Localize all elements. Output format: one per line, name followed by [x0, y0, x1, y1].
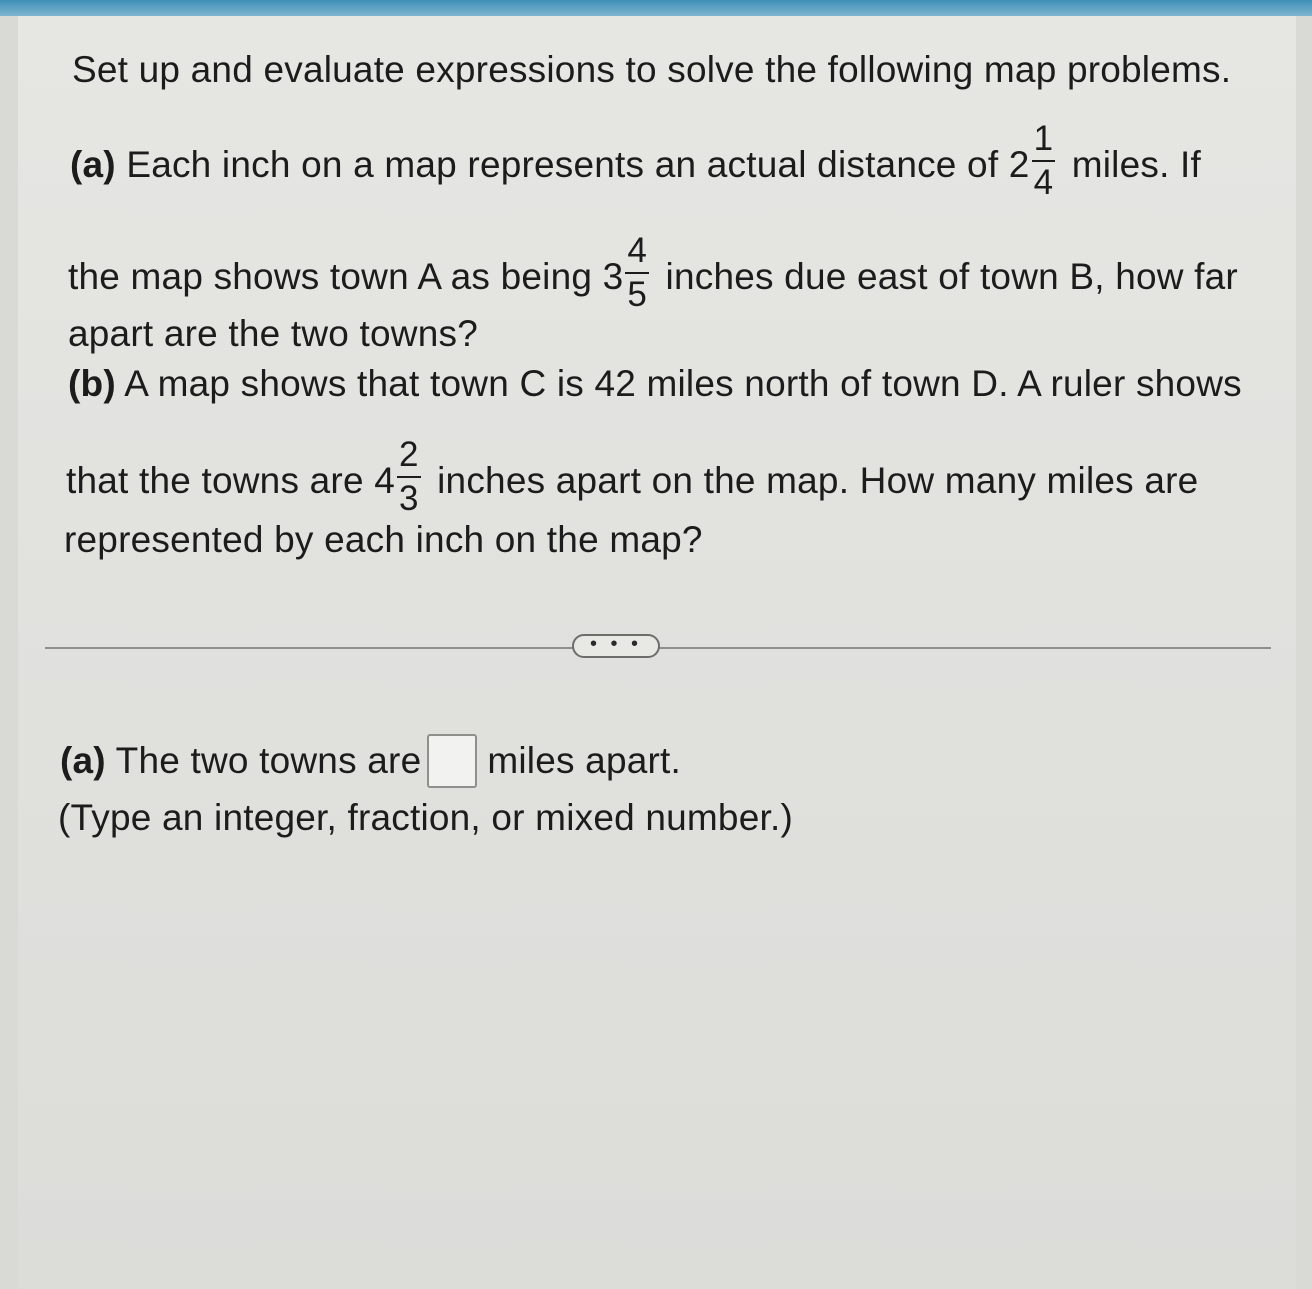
part-b-label: (b): [68, 363, 116, 404]
instructions-text: Set up and evaluate expressions to solve the following map problems.: [72, 49, 1232, 90]
answer-a-input[interactable]: [427, 734, 477, 788]
part-a-label: (a): [70, 143, 116, 185]
part-b-text-4: represented by each inch on the map?: [64, 519, 703, 560]
part-a-text-3: the map shows town A as being 3: [68, 255, 624, 297]
top-accent-bar: [0, 0, 1312, 16]
more-options-button[interactable]: • • •: [572, 634, 660, 658]
fraction-one-quarter: $\frac{1}{4}$: [1033, 119, 1054, 202]
answer-a-prefix: The two towns are: [115, 739, 422, 781]
part-b-line-1: [68, 362, 1242, 406]
part-a-line-1: [70, 119, 1201, 208]
part-a-text-5: apart are the two towns?: [68, 313, 478, 354]
part-a-text-1: Each inch on a map represents an actual distance of 2: [126, 143, 1030, 185]
part-b-line-2: [66, 435, 1199, 524]
answer-a-suffix: miles apart.: [487, 739, 681, 781]
fraction-two-thirds: $\frac{2}{3}$: [398, 435, 419, 518]
fraction-four-fifths: $\frac{4}{5}$: [627, 231, 648, 314]
part-b-text-3: inches apart on the map. How many miles are: [437, 459, 1199, 501]
answer-a-line: [60, 736, 681, 790]
part-a-text-2: miles. If: [1071, 143, 1201, 185]
part-a-text-4: inches due east of town B, how far: [665, 255, 1238, 297]
answer-format-hint: (Type an integer, fraction, or mixed number.): [58, 797, 793, 838]
part-a-line-2: [68, 231, 1238, 320]
answer-a-label: (a): [60, 739, 106, 781]
part-b-text-1: A map shows that town C is 42 miles north of town D. A ruler shows: [124, 363, 1242, 404]
part-b-text-2: that the towns are 4: [66, 459, 395, 501]
